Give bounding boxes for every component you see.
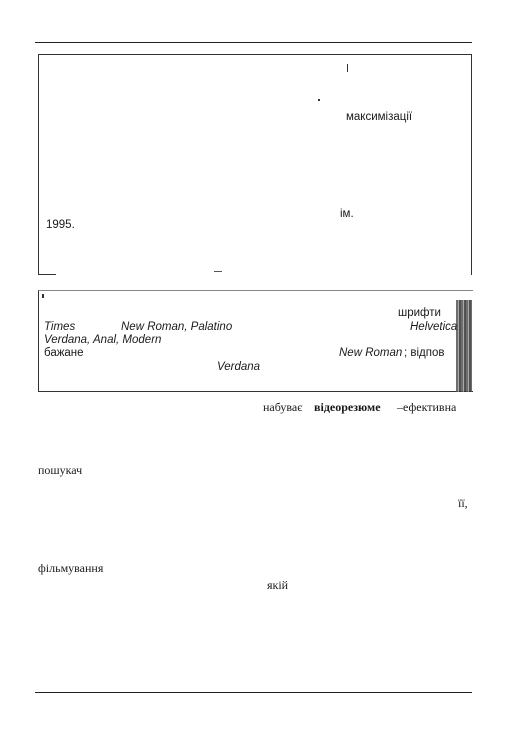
- font-names-verdana-arial-modern: Verdana, Anal, Modern: [44, 334, 162, 346]
- scan-speck: [347, 64, 348, 72]
- word-which: якій: [267, 578, 289, 592]
- word-fonts: шрифти: [398, 307, 441, 319]
- year-text: 1995.: [46, 219, 75, 231]
- line-videoresume-bold: відеорезюме: [314, 400, 381, 414]
- frame-bottom-edge: [38, 274, 56, 275]
- font-name-new-roman: New Roman: [339, 347, 403, 359]
- line-videoresume-suffix: –ефективна: [397, 400, 457, 414]
- word-desired: бажане: [44, 347, 84, 359]
- text-frame-top: [38, 54, 472, 275]
- font-name-verdana: Verdana: [217, 361, 261, 373]
- scan-speck: [318, 99, 320, 101]
- font-names-new-roman-palatino: New Roman, Palatino: [121, 321, 233, 333]
- word-maximization: максимізації: [346, 111, 413, 123]
- frame-bottom-mark: [214, 271, 222, 272]
- word-its: її,: [458, 496, 468, 510]
- top-rule: [35, 42, 472, 43]
- line-videoresume-prefix: набуває: [263, 400, 303, 414]
- bottom-rule: [35, 692, 472, 693]
- font-name-helvetica: Helvetica: [410, 321, 458, 333]
- text-after-new-roman: ; відпов: [404, 347, 445, 359]
- scan-speck: [42, 294, 44, 298]
- scan-edge-artifact: [456, 300, 472, 392]
- word-im: ім.: [340, 208, 354, 220]
- font-name-times: Times: [44, 321, 76, 333]
- word-filming: фільмування: [38, 561, 104, 575]
- word-seeker: пошукач: [38, 463, 83, 477]
